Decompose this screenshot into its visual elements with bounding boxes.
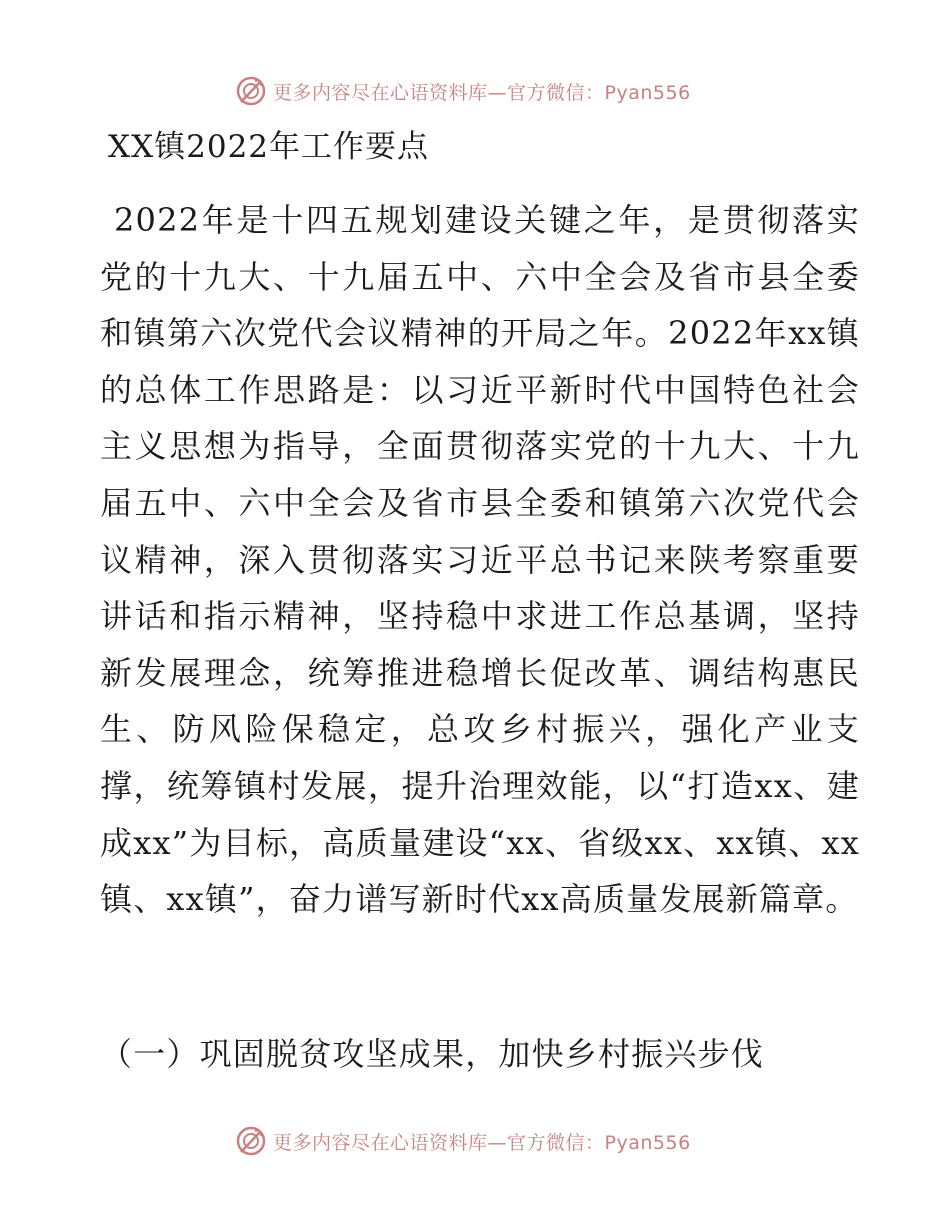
watermark-text: 更多内容尽在心语资料库—官方微信：Pyan556: [273, 1131, 691, 1154]
feather-seal-icon: [235, 75, 267, 107]
document-title: XX镇2022年工作要点: [108, 129, 430, 165]
body-paragraph: 2022年是十四五规划建设关键之年，是贯彻落实党的十九大、十九届五中、六中全会及省市县全委和镇第六次党代会议精神的开局之年。2022年xx镇的总体工作思路是：以习近平新时代中国特色社会主义思想为指导，全面贯彻落实党的十九大、十九届五中、六中全会及省市县全委和镇第六次党代会议精神，深入贯彻落实习近平总书记来陕考察重要讲话和指示精神，坚持稳中求进工作总基调，坚持新发展理念，统筹推进稳增长促改革、调结构惠民生、防风险保稳定，总攻乡村振兴，强化产业支撑，统筹镇村发展，提升治理效能，以“打造xx、建成xx”为目标，高质量建设“xx、省级xx、xx镇、xx镇、xx镇”，奋力谱写新时代xx高质量发展新篇章。: [100, 201, 860, 919]
watermark-text: 更多内容尽在心语资料库—官方微信：Pyan556: [273, 81, 691, 104]
section-heading: （一）巩固脱贫攻坚成果，加快乡村振兴步伐: [100, 1035, 765, 1073]
watermark-header: [235, 74, 691, 108]
feather-seal-icon: [235, 1125, 267, 1157]
watermark-footer: [235, 1124, 691, 1158]
